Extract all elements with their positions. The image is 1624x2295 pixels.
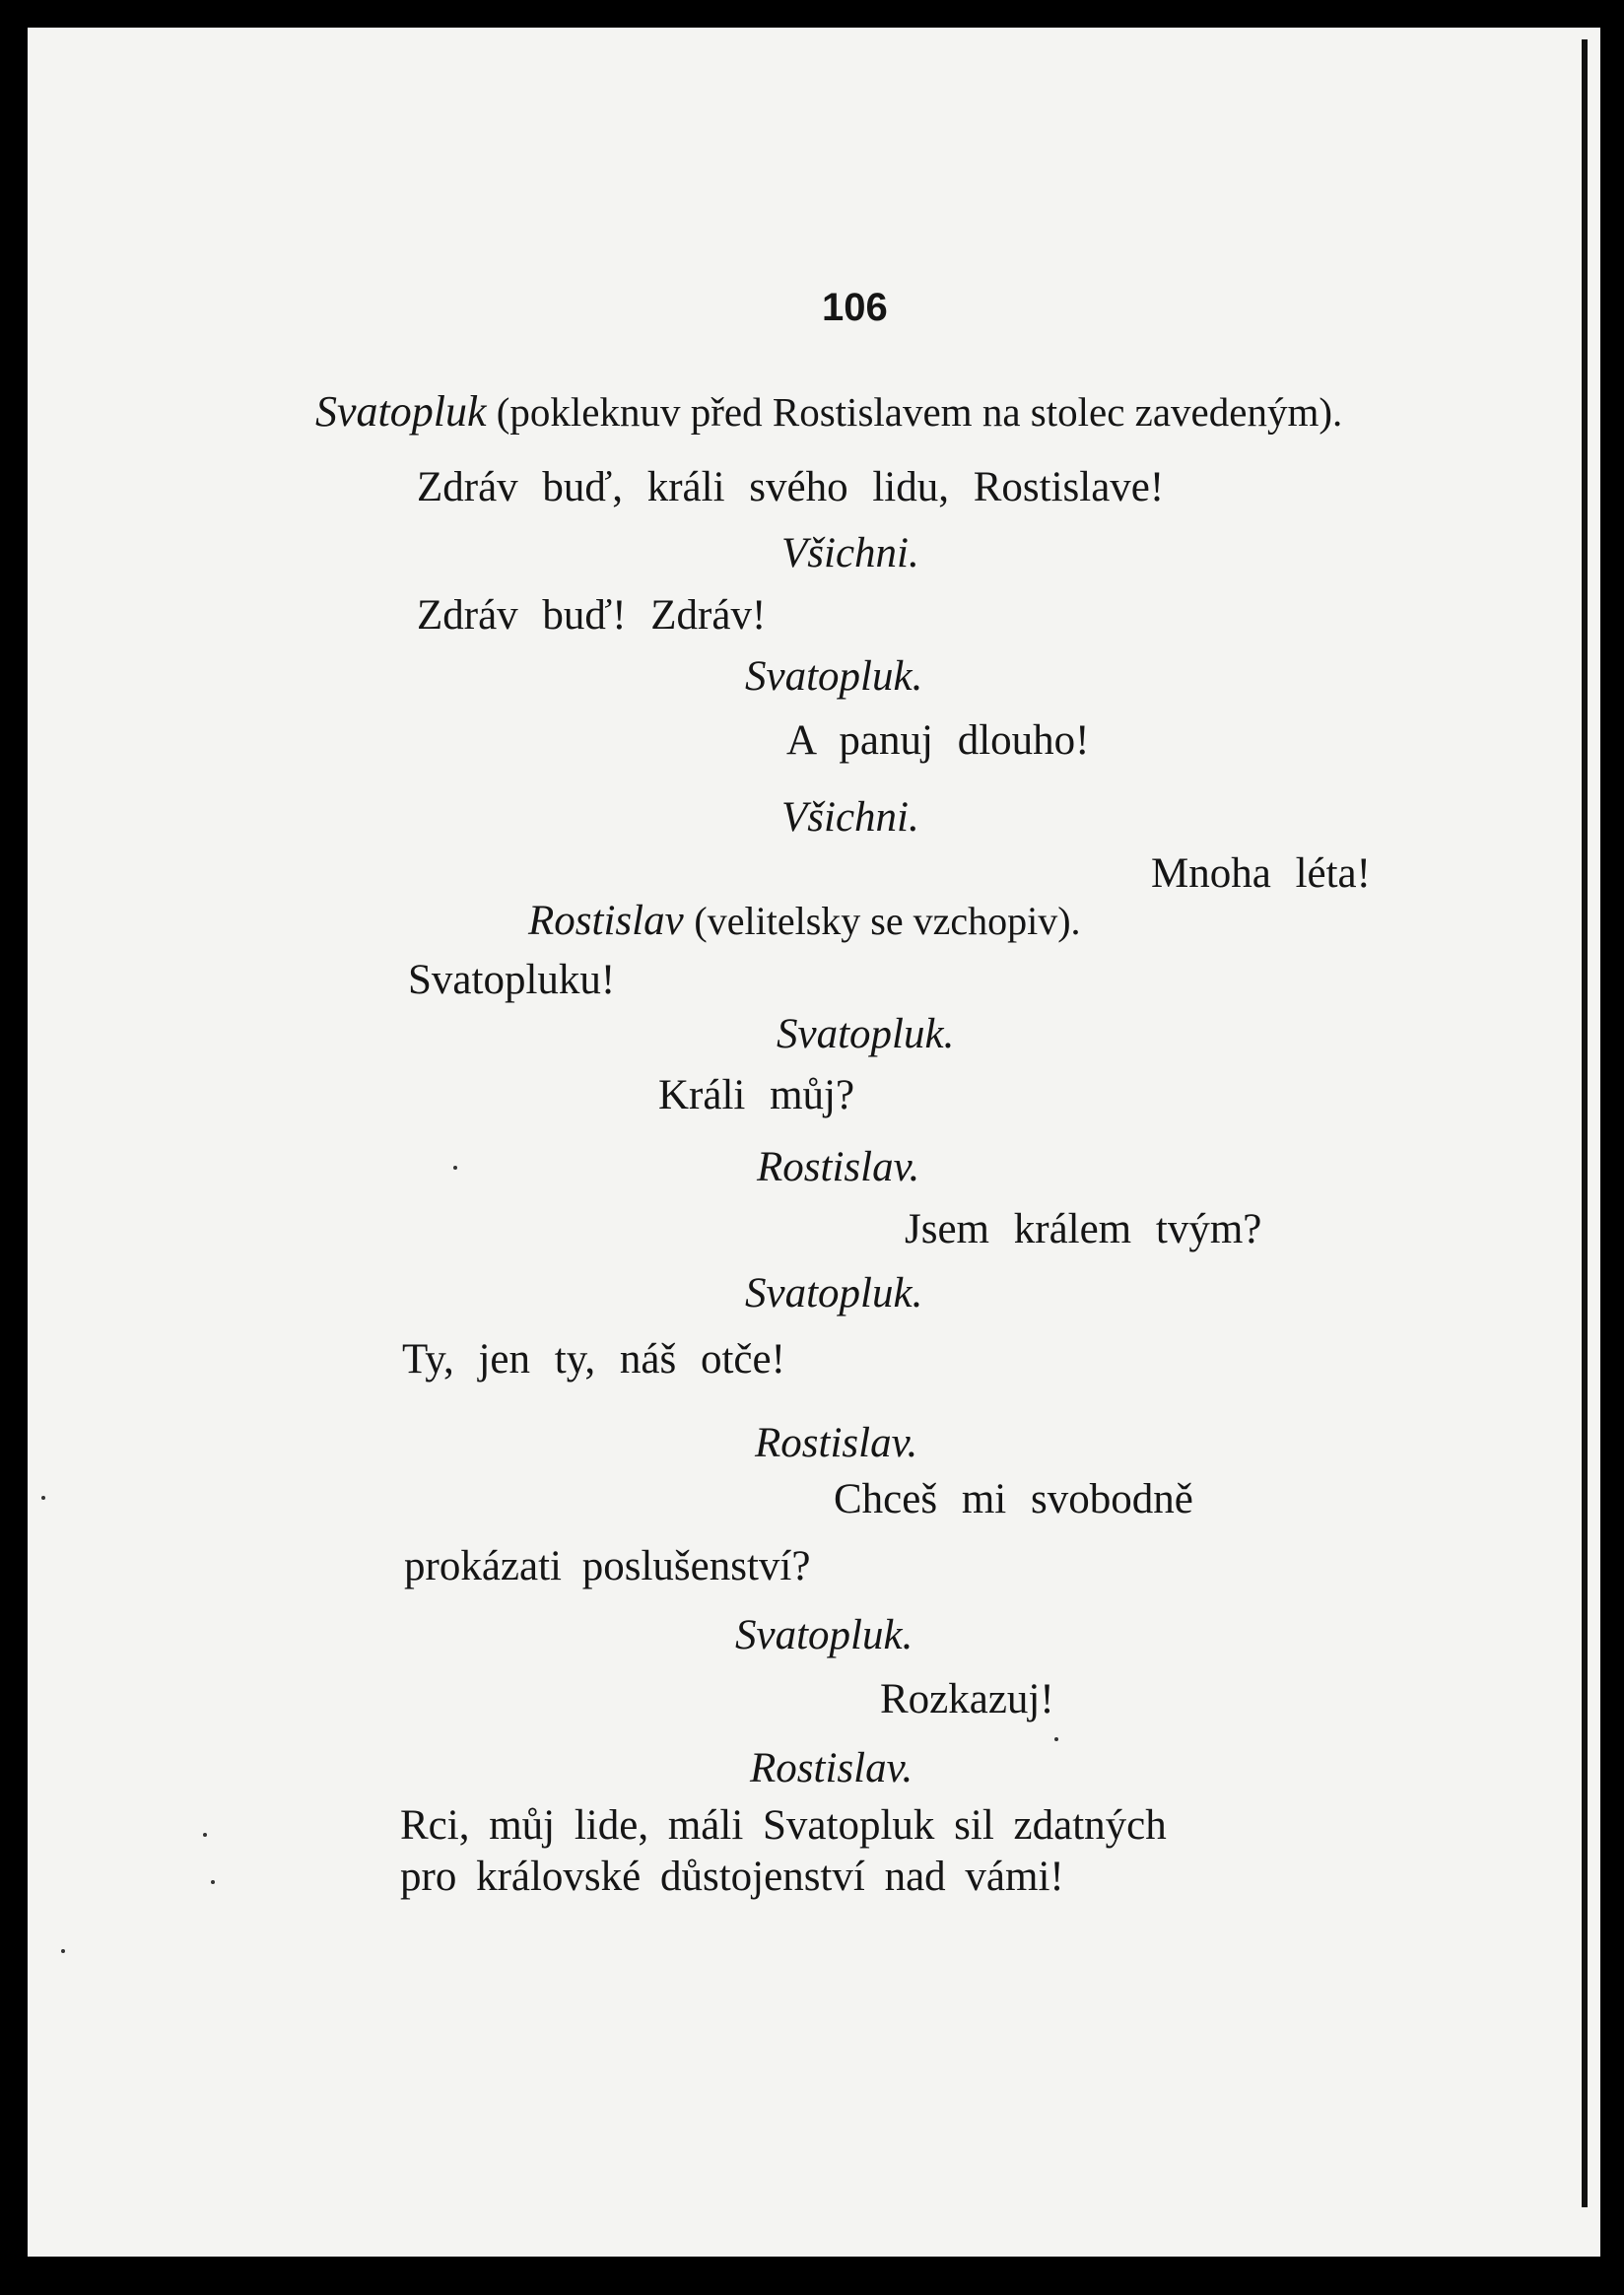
verse-line: Zdráv buď, králi svého lidu, Rostislave! [417,464,1165,510]
speaker-name: Rostislav [528,898,684,944]
speaker-name: Všichni. [781,794,919,841]
verse-line: Ty, jen ty, náš otče! [402,1336,785,1383]
speaker-name: Svatopluk. [777,1011,955,1057]
print-speck [211,1880,215,1884]
print-speck [61,1949,65,1953]
stage-direction: (velitelsky se vzchopiv). [694,899,1081,943]
verse-line: Rci, můj lide, máli Svatopluk sil zdatných [400,1802,1167,1849]
verse-line: Svatopluku! [408,957,616,1003]
verse-line: Mnoha léta! [1151,850,1371,897]
verse-line: Králi můj? [658,1072,855,1118]
speaker-name: Rostislav. [757,1144,920,1190]
print-speck [1054,1737,1058,1741]
line-1 [315,387,1343,436]
book-page [28,28,1600,2257]
verse-line: A panuj dlouho! [786,717,1090,764]
speaker-name: Svatopluk. [745,653,923,700]
print-speck [41,1496,45,1500]
print-speck [203,1833,207,1837]
print-speck [453,1166,457,1170]
verse-line: pro královské důstojenství nad vámi! [400,1854,1064,1900]
verse-line: prokázati poslušenství? [404,1543,811,1589]
binding-line [1582,39,1588,2207]
verse-line: Jsem králem tvým? [905,1206,1262,1252]
speaker-name: Všichni. [781,530,919,576]
speaker-name: Svatopluk. [745,1270,923,1316]
speaker-name: Rostislav. [755,1420,918,1466]
verse-line: Rozkazuj! [880,1676,1054,1722]
page-edge-shadow [1572,39,1601,2207]
speaker-name: Svatopluk. [735,1612,914,1658]
verse-line: Chceš mi svobodně [834,1476,1193,1522]
speaker-name: Svatopluk [315,387,487,436]
speaker-name: Rostislav. [750,1745,914,1791]
page-number: 106 [822,286,888,329]
line-9 [528,900,1081,942]
stage-direction: (pokleknuv před Rostislavem na stolec zavedeným). [496,389,1343,435]
verse-line: Zdráv buď! Zdráv! [417,592,767,639]
